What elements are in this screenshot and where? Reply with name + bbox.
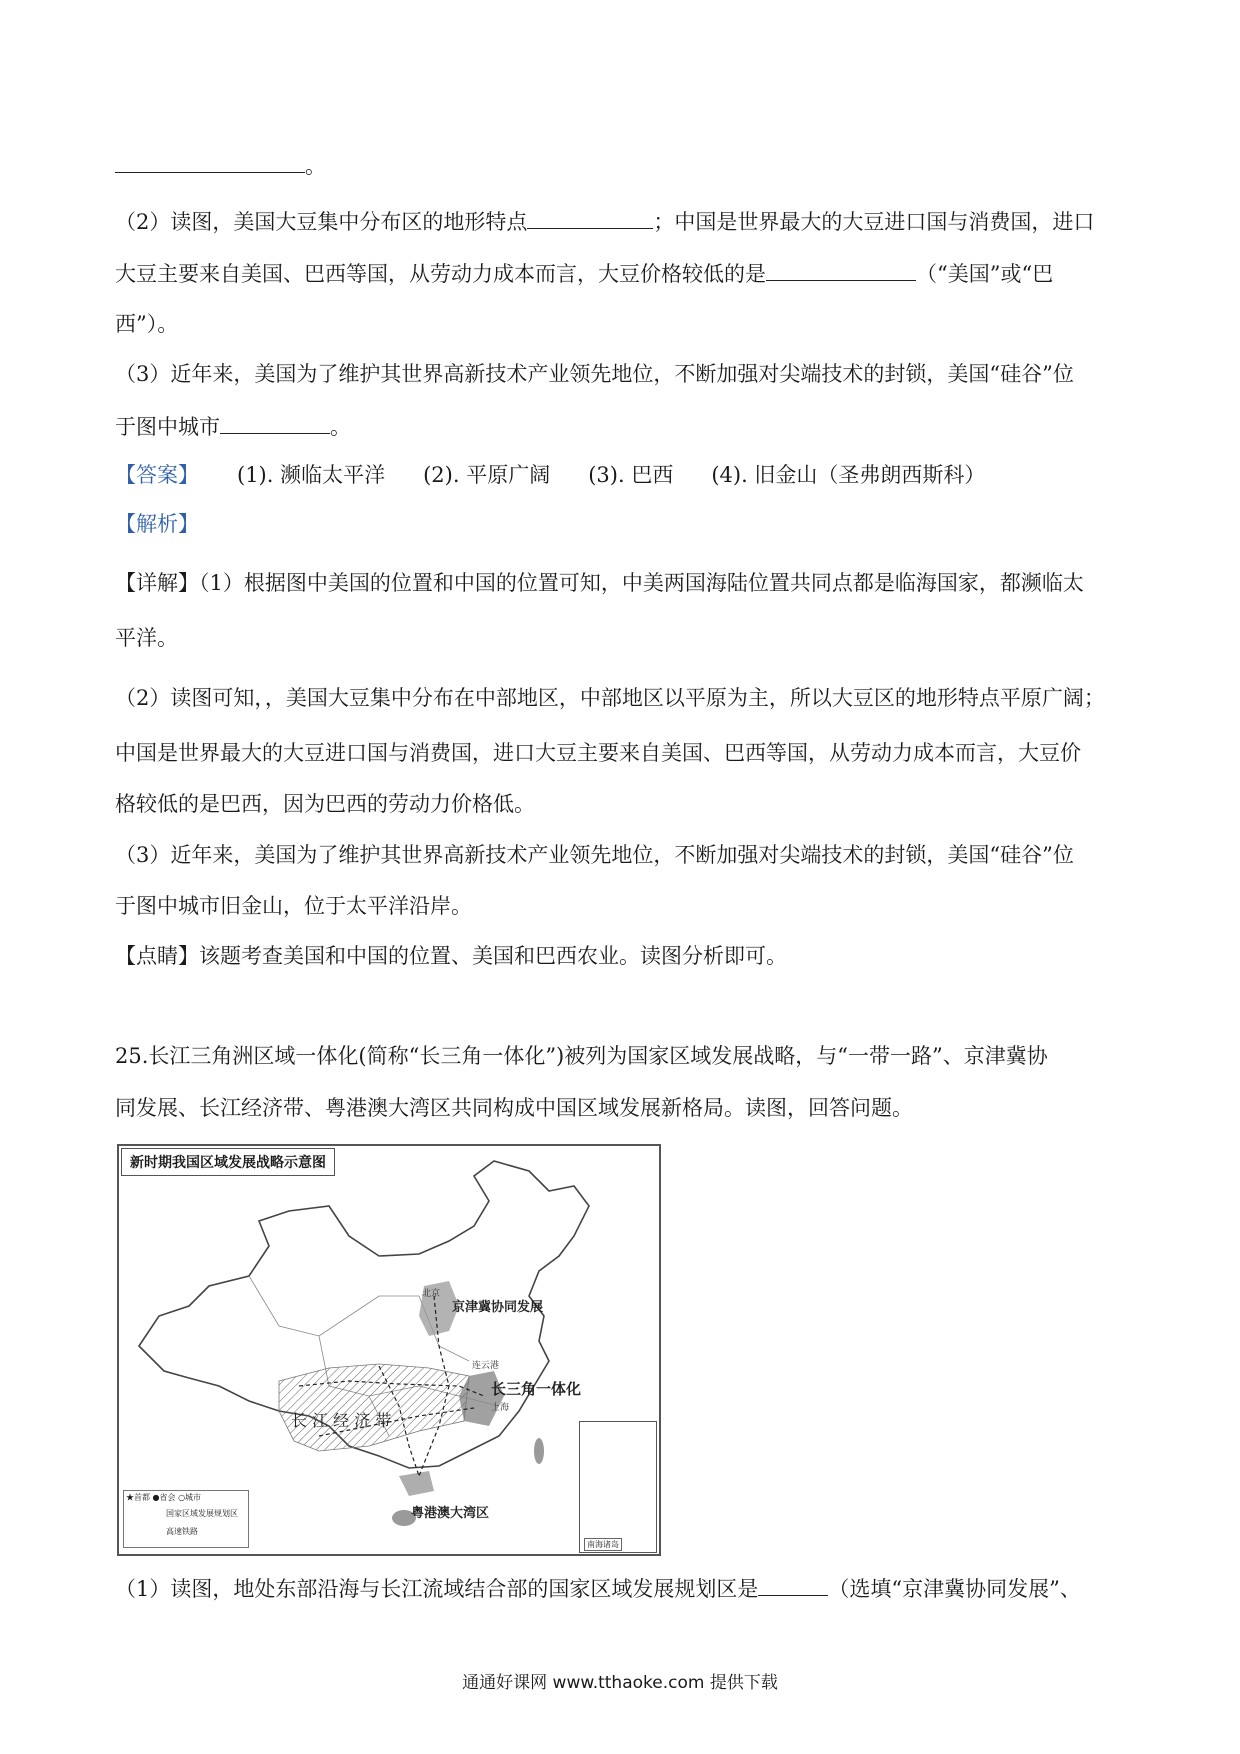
q24-3-line1 [115, 359, 1074, 389]
q24-3-text-a: （3）近年来，美国为了维护其世界高新技术产业领先地位，不断加强对尖端技术的封锁，美国“硅谷”位 [115, 362, 1074, 386]
q24-2-text-a: （2）读图，美国大豆集中分布区的地形特点 [115, 210, 528, 234]
q24-3-line2 [115, 411, 351, 442]
q24-2-text-c: 大豆主要来自美国、巴西等国，从劳动力成本而言，大豆价格较低的是 [115, 262, 766, 286]
legend-rail: 高速铁路 [166, 1527, 198, 1536]
map-label-beijing: 北京 [422, 1289, 441, 1299]
footer: 通通好课网 www.tthaoke.com 提供下载 [462, 1673, 778, 1693]
legend-region: 国家区域发展规划区 [166, 1509, 238, 1518]
q25-1-text-a: （1）读图，地处东部沿海与长江流域结合部的国家区域发展规划区是 [115, 1577, 759, 1601]
map-title: 新时期我国区域发展战略示意图 [121, 1148, 335, 1176]
sentence-end: 。 [305, 154, 326, 178]
q24-blank-line [115, 150, 326, 181]
analysis-line [115, 509, 199, 539]
detail-line4: 中国是世界最大的大豆进口国与消费国，进口大豆主要来自美国、巴西等国，从劳动力成本而言，大豆价 [115, 741, 1081, 765]
answer-tag: 【答案】 [115, 463, 199, 487]
q25-line1: 25.长江三角洲区域一体化(简称“长三角一体化”)被列为国家区域发展战略，与“一带一路”、京津冀协 [115, 1044, 1048, 1068]
map-label-yangtze-belt: 长 江 经 济 带 [291, 1411, 392, 1430]
answer-item: (3). 巴西 [588, 463, 674, 487]
q25-1-line [115, 1573, 1081, 1604]
detail-line8: 【点睛】该题考查美国和中国的位置、美国和巴西农业。读图分析即可。 [115, 944, 787, 968]
detail-line2: 平洋。 [115, 626, 178, 650]
q24-2-text-e: 西”）。 [115, 312, 179, 336]
q25-1-text-b: （选填“京津冀协同发展”、 [828, 1577, 1081, 1601]
answer-item: (2). 平原广阔 [423, 463, 551, 487]
q24-2-line3 [115, 309, 178, 339]
answer-item: (1). 濒临太平洋 [237, 463, 386, 487]
q24-3-text-c: 。 [330, 415, 351, 439]
q24-3-text-b: 于图中城市 [115, 415, 220, 439]
inset-label: 南海诸岛 [584, 1538, 622, 1551]
detail-line6: （3）近年来，美国为了维护其世界高新技术产业领先地位，不断加强对尖端技术的封锁，美国“硅谷”位 [115, 843, 1074, 867]
map-label-jjj: 京津冀协同发展 [452, 1300, 544, 1315]
map-label-gba: 粤港澳大湾区 [411, 1506, 490, 1521]
q25-line2: 同发展、长江经济带、粤港澳大湾区共同构成中国区域发展新格局。读图，回答问题。 [115, 1096, 913, 1120]
analysis-tag: 【解析】 [115, 512, 199, 536]
answer-blank [527, 206, 653, 229]
answer-blank [758, 1573, 828, 1596]
q24-2-line2 [115, 258, 1053, 289]
legend-cities: ★首都 ●省会 ○城市 [126, 1493, 202, 1502]
map-label-shanghai: 上海 [491, 1403, 510, 1413]
detail-line7: 于图中城市旧金山，位于太平洋沿岸。 [115, 894, 472, 918]
china-strategy-map [117, 1144, 661, 1556]
answer-item: (4). 旧金山（圣弗朗西斯科） [711, 463, 986, 487]
q24-2-text-b: ；中国是世界最大的大豆进口国与消费国，进口 [653, 210, 1095, 234]
answer-blank [766, 258, 916, 281]
map-legend [123, 1490, 249, 1548]
map-label-lianyungang: 连云港 [472, 1361, 500, 1371]
answer-line [115, 460, 985, 490]
detail-line3: （2）读图可知，，美国大豆集中分布在中部地区，中部地区以平原为主，所以大豆区的地形特点平原广阔； [115, 686, 1105, 710]
answer-blank [115, 150, 305, 173]
answer-blank [220, 411, 330, 434]
south-china-sea-inset [579, 1421, 657, 1553]
q24-2-line1 [115, 206, 1094, 237]
detail-line5: 格较低的是巴西，因为巴西的劳动力价格低。 [115, 792, 535, 816]
map-label-csj: 长三角一体化 [491, 1380, 582, 1398]
q24-2-text-d: （“美国”或“巴 [916, 262, 1054, 286]
detail-line1: 【详解】（1）根据图中美国的位置和中国的位置可知，中美两国海陆位置共同点都是临海国家，都濒临太 [115, 571, 1084, 595]
